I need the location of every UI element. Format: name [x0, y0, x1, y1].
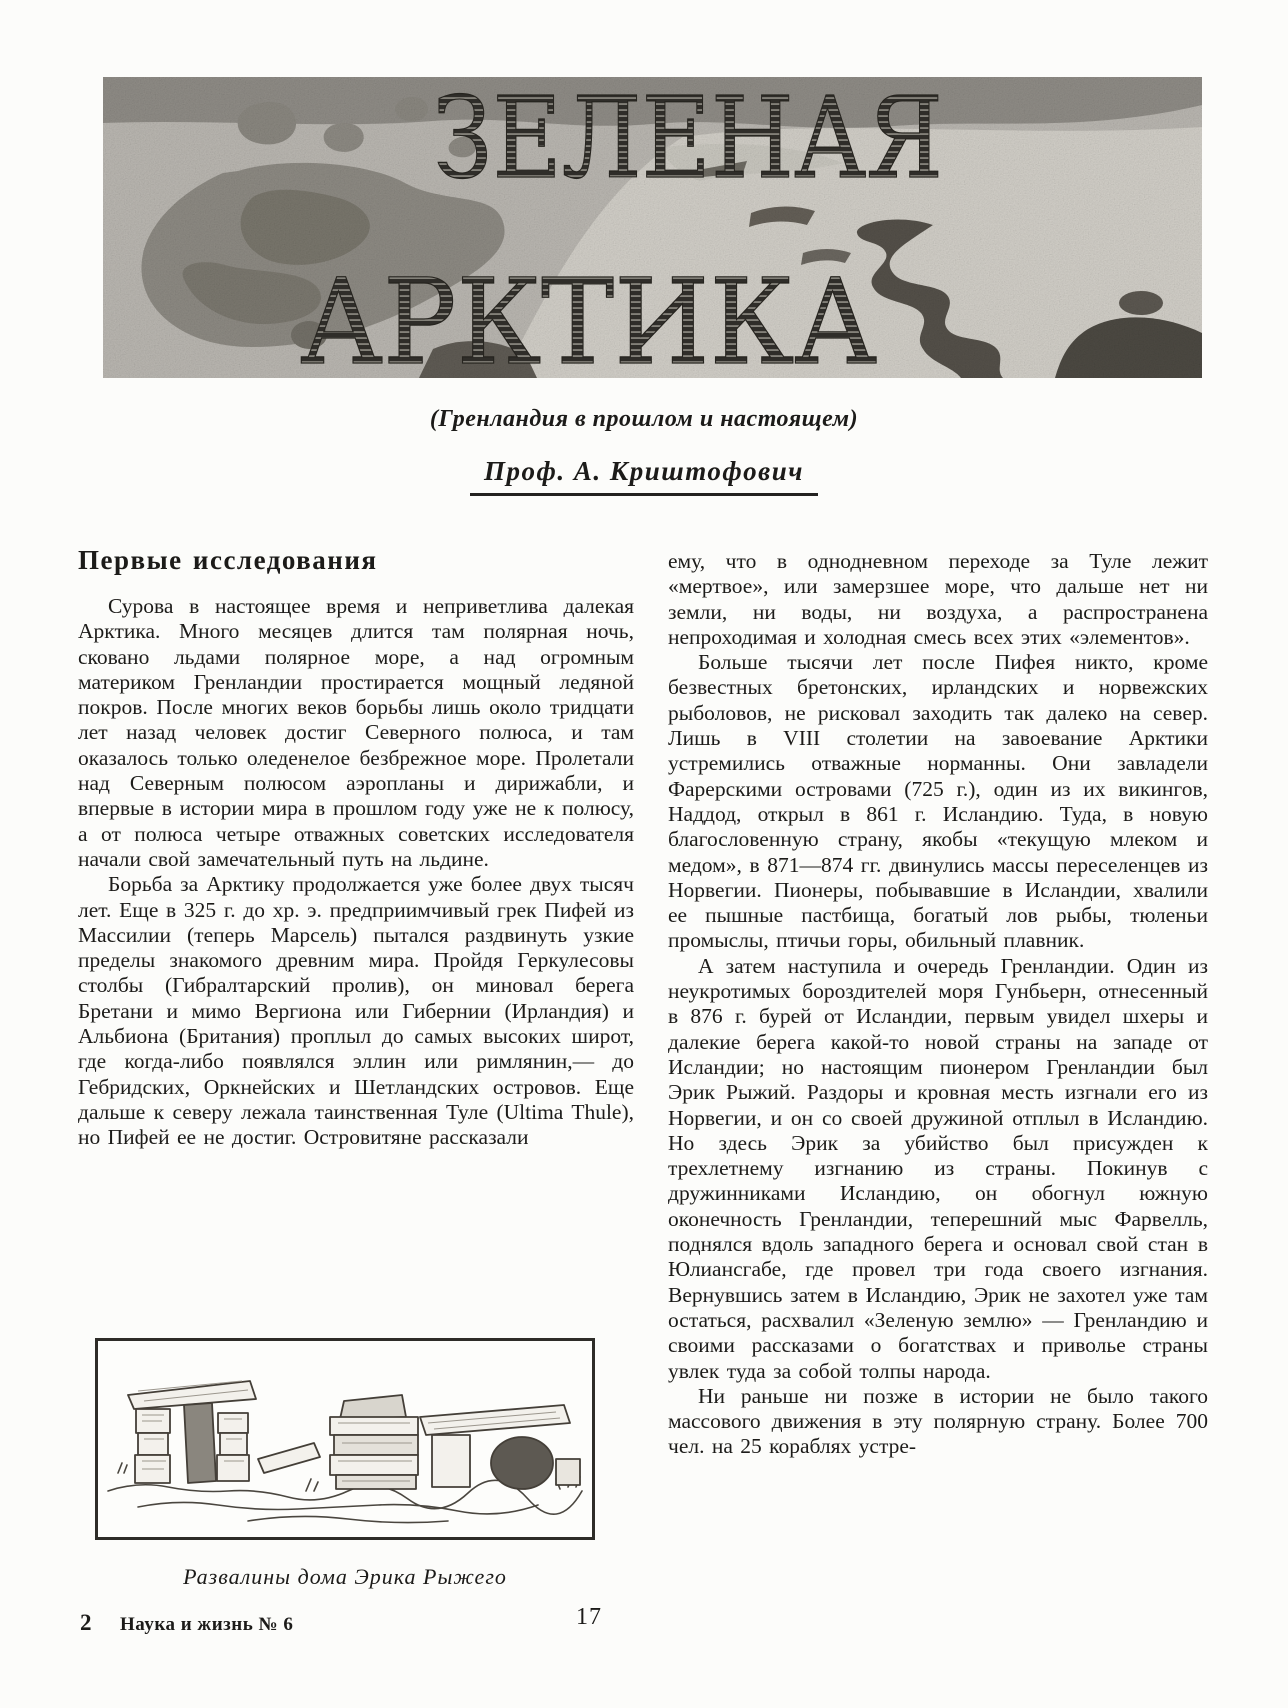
header-artwork-canvas: [103, 77, 1202, 378]
paragraph: Больше тысячи лет после Пифея никто, кроме безвестных бретонских, ирландских и норвежских рыболовов, не рисковал заходить так далеко на север. Лишь в VIII столетии на завоевание Арктики устремились отважные норманны. Они завладели Фарерскими островами (725 г.), один из их викингов, Наддод, открыл в 861 г. Исландию. Туда, в новую благословенную страну, якобы «текущую млеком и медом», в 871—874 гг. двинулись массы переселенцев из Норвегии. Пионеры, побывавшие в Исландии, хвалили ее пышные пастбища, богатый лов рыбы, тюленьи промыслы, птичьи горы, обильный плавник.: [668, 650, 1208, 953]
section-heading: Первые исследования: [78, 545, 378, 575]
footer: [80, 1610, 293, 1636]
paragraph: Борьба за Арктику продолжается уже более двух тысяч лет. Еще в 325 г. до хр. э. предприимчивый грек Пифей из Массилии (теперь Марсель) пытался раздвинуть узкие пределы знакомого древним мира. Пройдя Геркулесовы столбы (Гибралтарский пролив), он миновал берега Бретани и мимо Вергиона или Гибернии (Ирландия) и Альбиона (Британия) проплыл до самых высоких широт, где когда-либо появлялся эллин или римлянин,— до Гебридских, Оркнейских и Шетландских островов. Еще дальше к северу лежала таинственная Туле (Ultima Thule), но Пифей ее не достиг. Островитяне рассказали: [78, 872, 634, 1150]
paragraph: Ни раньше ни позже в истории не было такого массового движения в эту полярную страну. Более 700 чел. на 25 кораблях устре-: [668, 1383, 1208, 1459]
footer-magazine-title: Наука и жизнь № 6: [120, 1614, 294, 1635]
figure-ruins: [95, 1338, 595, 1540]
article-author: Проф. А. Криштофович: [470, 456, 818, 496]
article-title-line1: ЗЕЛЕНАЯ: [433, 77, 943, 204]
ruins-illustration: [98, 1341, 592, 1537]
left-column: [78, 544, 634, 1151]
header-artwork: [103, 77, 1202, 378]
paragraph: Сурова в настоящее время и неприветлива далекая Арктика. Много месяцев длится там полярная ночь, сковано льдами полярное море, а над огромным материком Гренландии простирается мощный ледяной покров. После многих веков борьбы лишь около тридцати лет назад человек достиг Северного полюса, и там оказалось только оледенелое безбрежное море. Пролетали над Северным полюсом аэропланы и дирижабли, и впервые в истории мира в прошлом году уже не к полюсу, а от полюса четыре отважных советских исследователя начали свой замечательный путь на льдине.: [78, 594, 634, 871]
footer-issue-number: 2: [80, 1610, 92, 1635]
author-row: [0, 456, 1288, 496]
article-subtitle: (Гренландия в прошлом и настоящем): [429, 406, 859, 432]
page-number: 17: [576, 1604, 602, 1630]
right-column: [668, 549, 1208, 1460]
paragraph: А затем наступила и очередь Гренландии. Один из неукротимых бороздителей моря Гунбьерн, отнесенный в 876 г. бурей от Исландии, первым увидел шхеры и далекие берега какой-то новой страны на западе от Исландии; но настоящим пионером Гренландии был Эрик Рыжий. Раздоры и кровная месть изгнали его из Норвегии, и он со своей дружиной отплыл в Исландию. Но здесь Эрик за убийство был присужден к трехлетнему изгнанию из страны. Покинув с дружинниками Исландию, он обогнул южную оконечность Гренландии, теперешний мыс Фарвелль, поднялся вдоль западного берега и основал свой стан в Юлиансгабе, где провел три года своего изгнания. Вернувшись затем в Исландию, Эрик не захотел уже там остаться, расхвалил «Зеленую землю» — Гренландию и своими рассказами о богатствах и приволье страны увлек туда за собой толпы народа.: [668, 953, 1208, 1383]
paragraph: ему, что в однодневном переходе за Туле лежит «мертвое», или замерзшее море, что дальше нет ни земли, ни воды, ни воздуха, а распространена непроходимая и холодная смесь всех этих «элементов».: [668, 549, 1208, 649]
article-title-line2: АРКТИКА: [300, 253, 877, 378]
figure-caption: Развалины дома Эрика Рыжего: [183, 1564, 507, 1589]
